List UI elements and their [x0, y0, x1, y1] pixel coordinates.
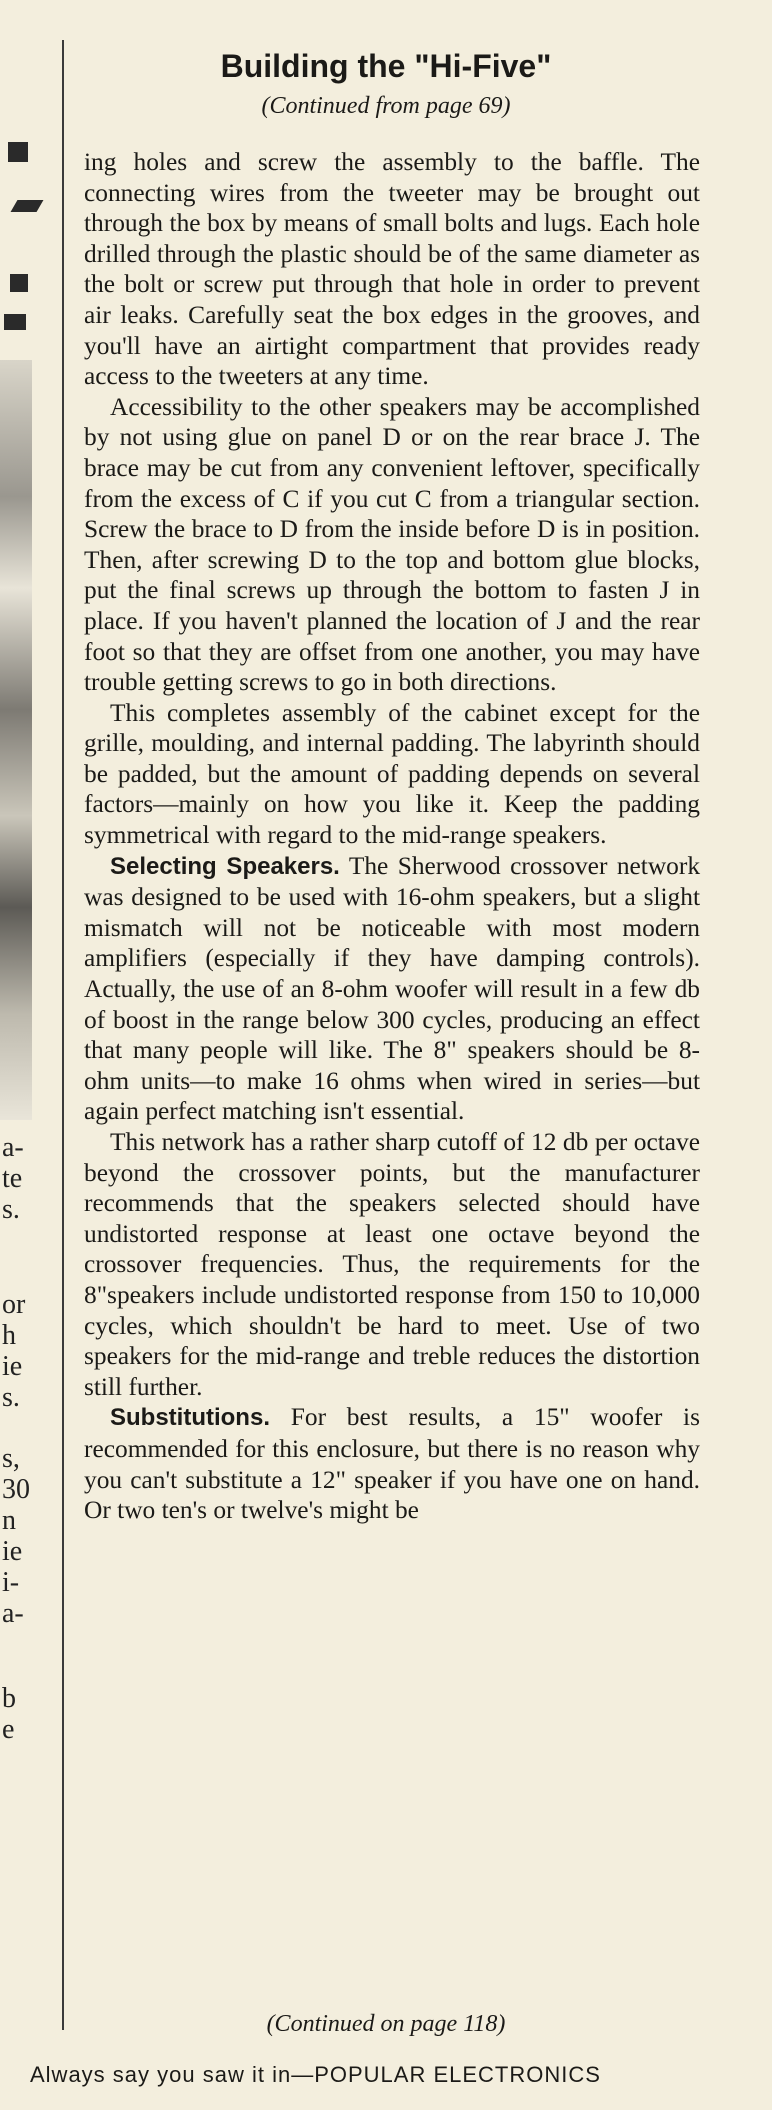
margin-text-fragment: a-: [2, 1132, 24, 1163]
adjacent-photo-edge: [0, 360, 32, 1120]
paragraph: [84, 392, 700, 698]
margin-text-fragment: te: [2, 1163, 23, 1194]
article-title: Building the "Hi-Five": [220, 48, 552, 84]
margin-text-fragment: n: [2, 1505, 16, 1536]
margin-text-fragment: s.: [2, 1194, 20, 1225]
continued-on-note: (Continued on page 118): [266, 2011, 506, 2037]
column-divider: [62, 40, 64, 2030]
paragraph-text: For best results, a 15" woofer is recommended for this enclosure, but there is no reason why you can't substitute a 12" speaker if you have one on hand. Or two ten's or twelve's might be: [84, 1403, 700, 1525]
margin-text-fragment: or: [2, 1289, 26, 1320]
paragraph: [84, 1127, 700, 1402]
article-body: [84, 147, 700, 1526]
adjacent-page-margin: [0, 0, 62, 2060]
margin-text-fragment: h: [2, 1320, 16, 1351]
margin-text-fragment: a-: [2, 1598, 24, 1629]
paragraph: [84, 698, 700, 851]
paragraph-text: The Sherwood crossover network was designed to be used with 16-ohm speakers, but a slight mismatch will not be noticeable with most modern amplifiers (especially if they have damping controls). Actually, the use of an 8-ohm woofer will result in a few db of boost in the range below 300 cycles, producing an effect that many people will like. The 8" speakers should be 8-ohm units—to make 16 ohms when wired in series—but again perfect matching isn't essential.: [84, 851, 701, 1126]
margin-text-fragment: i-: [2, 1567, 20, 1598]
paragraph-text: ing holes and screw the assembly to the baffle. The connecting wires from the tweeter may be brought out through the box by means of small bolts and lugs. Each hole drilled through the plastic should be of the same diameter as the bolt or screw put through that hole in order to prevent air leaks. Carefully seat the box edges in the grooves, and you'll have an airtight compartment that provides ready access to the tweeters at any time.: [84, 148, 700, 391]
page-footer: Always say you saw it in—POPULAR ELECTRONICS: [30, 2062, 601, 2087]
margin-text-fragment: b: [2, 1683, 16, 1714]
paragraph-text: This completes assembly of the cabinet except for the grille, moulding, and internal padding. The labyrinth should be padded, but the amount of padding depends on several factors—mainly on how you like it. Keep the padding symmetrical with regard to the mid-range speakers.: [84, 698, 700, 850]
margin-mark: [4, 314, 26, 330]
subheading: Selecting Speakers.: [110, 852, 340, 880]
margin-mark: [11, 200, 44, 212]
paragraph-text: Accessibility to the other speakers may be accomplished by not using glue on panel D or on the rear brace J. The brace may be cut from any convenient leftover, specifically from the excess of C if you cut C from a triangular section. Screw the brace to D from the inside before D is in position. Then, after screwing D to the top and bottom glue blocks, put the final screws up through the bottom to fasten J in place. If you haven't planned the location of J and the rear foot so that they are offset from one another, you may have trouble getting screws to go in both directions.: [84, 392, 700, 697]
paragraph: [84, 1402, 700, 1525]
paragraph-text: This network has a rather sharp cutoff of 12 db per octave beyond the crossover points, but the manufacturer recommends that the speakers selected should have undistorted response at least one octave beyond the crossover frequencies. Thus, the requirements for the 8"speakers include undistorted response from 150 to 10,000 cycles, which shouldn't be hard to meet. Use of two speakers for the mid-range and treble reduces the distortion still further.: [84, 1128, 700, 1401]
margin-text-fragment: ie: [2, 1536, 23, 1567]
margin-mark: [10, 274, 28, 292]
margin-text-fragment: 30: [2, 1474, 30, 1505]
continued-from-note: (Continued from page 69): [261, 93, 511, 119]
paragraph: [84, 851, 700, 1127]
margin-mark: [8, 142, 28, 162]
subheading: Substitutions.: [110, 1404, 270, 1432]
margin-text-fragment: s.: [2, 1382, 20, 1413]
margin-text-fragment: ie: [2, 1351, 23, 1382]
margin-text-fragment: e: [2, 1714, 15, 1745]
paragraph: [84, 147, 700, 392]
margin-text-fragment: s,: [2, 1443, 20, 1474]
